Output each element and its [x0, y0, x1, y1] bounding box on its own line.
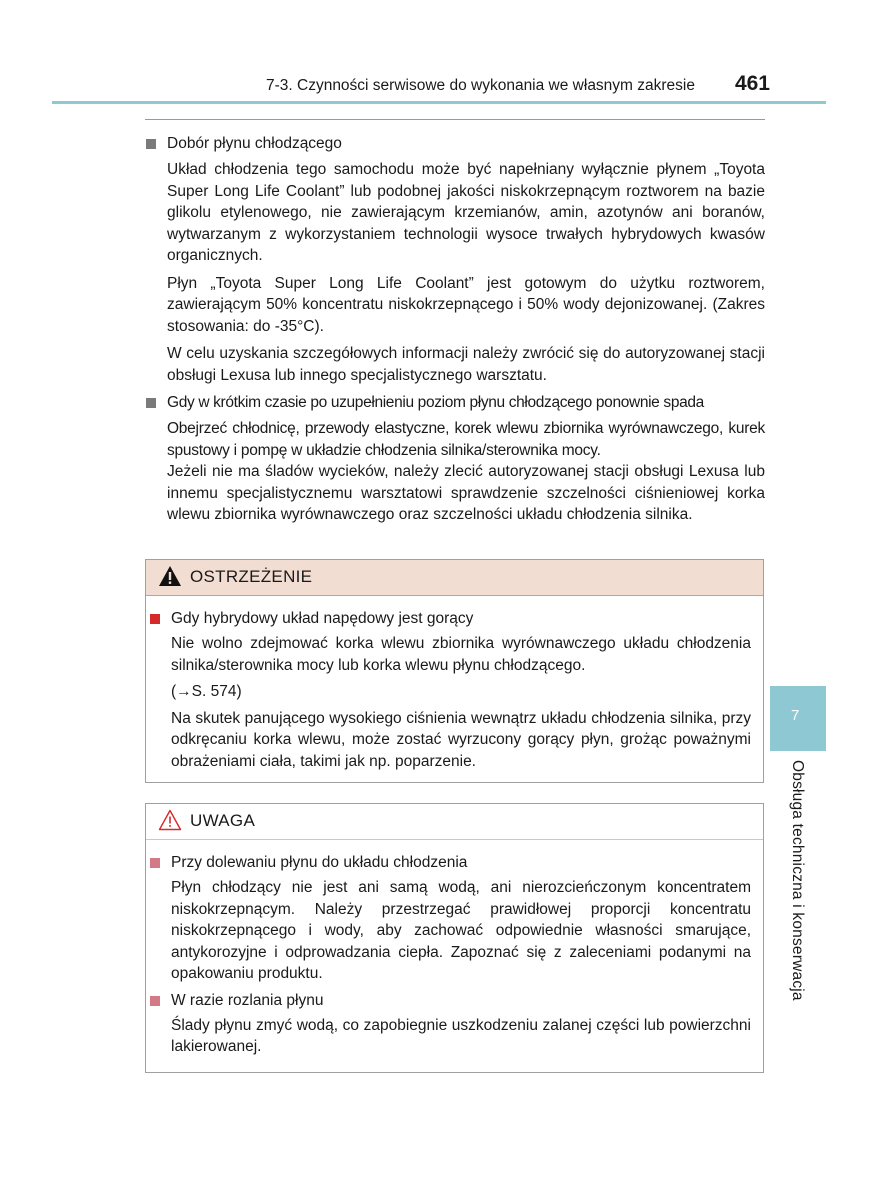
- warning-item-heading: [149, 608, 751, 630]
- paragraph: Ślady płynu zmyć wodą, co zapobiegnie uszkodzeniu zalanej części lub powierzchni lakierowanej.: [171, 1016, 751, 1055]
- caution-body: [146, 840, 763, 1058]
- paragraph: Na skutek panującego wysokiego ciśnienia wewnątrz układu chłodzenia silnika, przy odkręcaniu korka wlewu, może zostać wyrzucony gorący płyn, grożąc poważnymi obrażeniami ciała, takimi jak np. poparzenie.: [171, 709, 751, 770]
- caution-header: [146, 804, 763, 840]
- caution-item-heading-text: W razie rozlania płynu: [171, 991, 324, 1009]
- chapter-number: 7: [791, 707, 800, 724]
- chapter-tab: [770, 686, 826, 751]
- bullet-square-icon: [150, 996, 160, 1006]
- main-content: [145, 133, 765, 532]
- section-coolant-choice: [145, 133, 765, 386]
- warning-triangle-icon: [158, 565, 182, 587]
- caution-box: [145, 803, 764, 1073]
- caution-item-heading: [149, 990, 751, 1012]
- caution-label: UWAGA: [190, 811, 256, 830]
- section-level-drop: [145, 392, 765, 526]
- warning-box: [145, 559, 764, 783]
- section-heading: [145, 133, 765, 155]
- content-divider: [145, 119, 765, 120]
- caution-item-heading-text: Przy dolewaniu płynu do układu chłodzenia: [171, 854, 468, 871]
- caution-triangle-icon: [158, 809, 182, 831]
- paragraph: Układ chłodzenia tego samochodu może być napełniany wyłącznie płynem „Toyota Super Long Life Coolant” lub podobnej jakości niskokrzepnącym roztworem na bazie glikolu etylenowego, nie zawierającym krzemianów, amin, azotynów ani boranów, wytwarzanym z wykorzystaniem technologii wysoce trwałych hybrydowych kwasów organicznych.: [167, 161, 765, 264]
- bullet-square-icon: [150, 858, 160, 868]
- section-heading-text: Gdy w krótkim czasie po uzupełnieniu poziom płynu chłodzącego ponownie spada: [167, 394, 704, 411]
- bullet-square-icon: [146, 139, 156, 149]
- paragraph: W celu uzyskania szczegółowych informacji należy zwrócić się do autoryzowanej stacji obsługi Lexusa lub innego specjalistycznego warsztatu.: [167, 345, 765, 384]
- paragraph: Nie wolno zdejmować korka wlewu zbiornika wyrównawczego układu chłodzenia silnika/sterownika mocy lub korka wlewu płynu chłodzącego.: [171, 635, 751, 674]
- warning-label: OSTRZEŻENIE: [190, 567, 313, 586]
- bullet-square-icon: [146, 398, 156, 408]
- chapter-label: Obsługa techniczna i konserwacja: [789, 760, 806, 1001]
- paragraph: Obejrzeć chłodnicę, przewody elastyczne, korek wlewu zbiornika wyrównawczego, kurek spustowy i pompę w układzie chłodzenia silnika/sterownika mocy.: [167, 420, 765, 459]
- warning-item-heading-text: Gdy hybrydowy układ napędowy jest gorący: [171, 610, 474, 627]
- warning-body: [146, 596, 763, 772]
- warning-header: [146, 560, 763, 596]
- paragraph: Płyn „Toyota Super Long Life Coolant” jest gotowym do użytku roztworem, zawierającym 50% koncentratu niskokrzepnącego i 50% wody dejonizowanej. (Zakres stosowania: do -35°C).: [167, 274, 765, 335]
- paragraph: Płyn chłodzący nie jest ani samą wodą, ani nierozcieńczonym koncentratem niskokrzepnącym. Należy przestrzegać prawidłowej proporcji koncentratu niskokrzepnącego i wody, aby zachować odpowiednie własności smarujące, antykorozyjne i odprowadzania ciepła. Zapoznać się z zaleceniami podanymi na opakowaniu produktu.: [171, 879, 751, 982]
- page-reference: (→S. 574): [171, 683, 242, 700]
- bullet-square-icon: [150, 614, 160, 624]
- paragraph: Jeżeli nie ma śladów wycieków, należy zlecić autoryzowanej stacji obsługi Lexusa lub innemu specjalistycznemu warsztatowi sprawdzenie szczelności ciśnieniowej korka wlewu zbiornika wyrównawczego oraz szczelności układu chłodzenia silnika.: [167, 463, 765, 523]
- section-title: 7-3. Czynności serwisowe do wykonania we własnym zakresie: [265, 77, 695, 94]
- caution-item-heading: [149, 852, 751, 874]
- section-heading-text: Dobór płynu chłodzącego: [167, 135, 342, 152]
- page-number: 461: [734, 72, 770, 95]
- header-divider: [52, 101, 826, 104]
- section-heading: [145, 392, 765, 414]
